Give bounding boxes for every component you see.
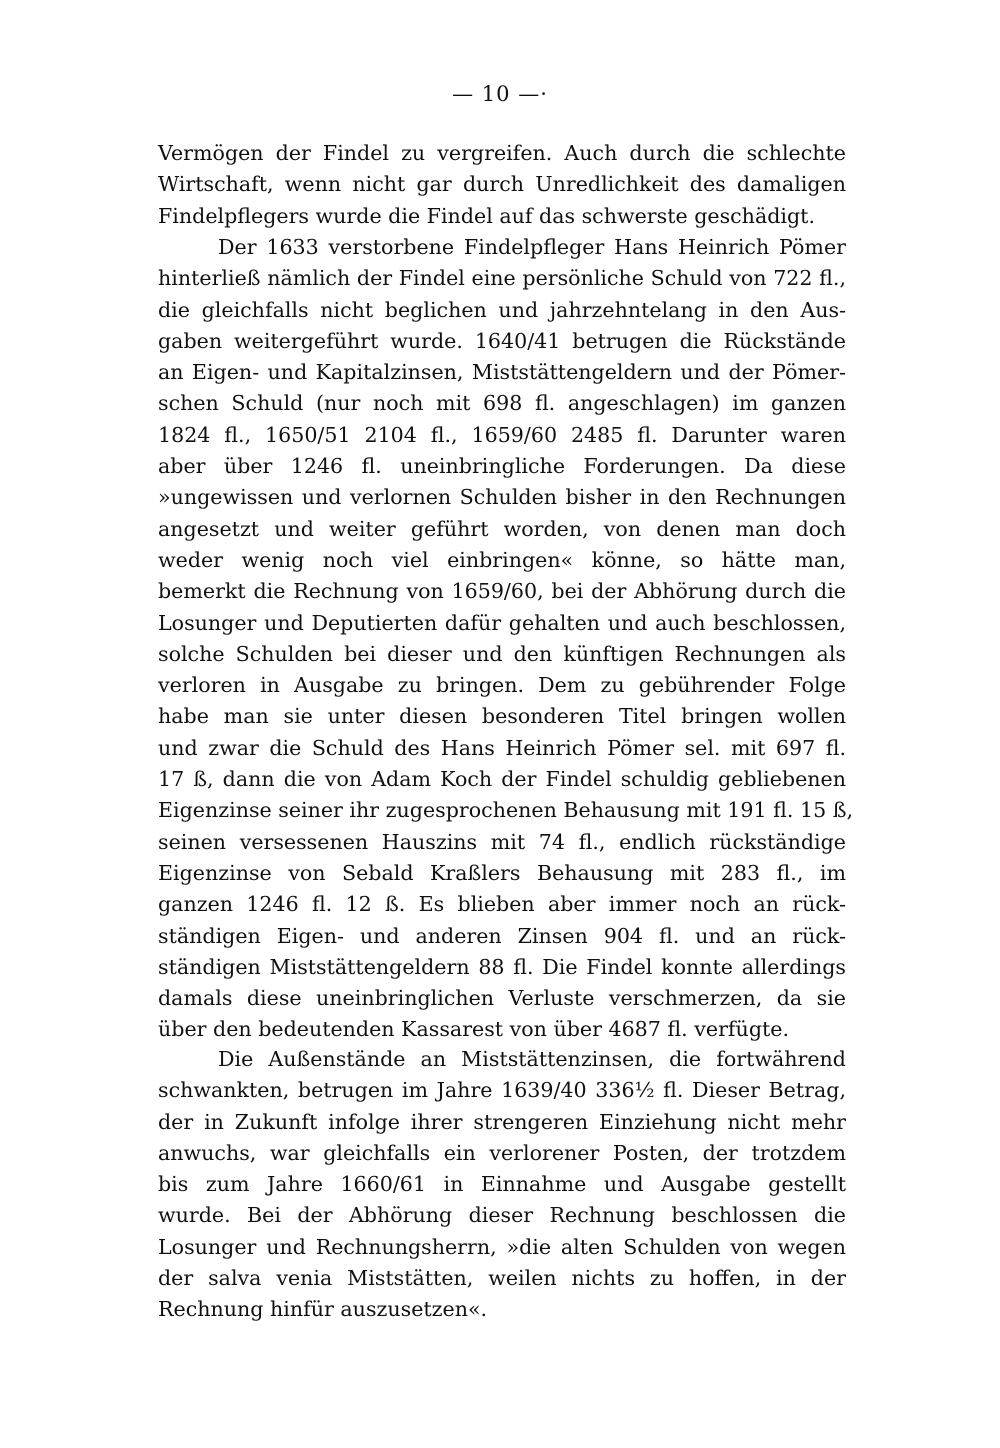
text-line: Der 1633 verstorbene Findelpfleger Hans Heinrich Pömer (218, 235, 846, 259)
text-line: und zwar die Schuld des Hans Heinrich Pömer sel. mit 697 fl. (158, 735, 846, 760)
text-line: hinterließ nämlich der Findel eine persönliche Schuld von 722 fl., (158, 266, 846, 291)
text-line: die gleichfalls nicht beglichen und jahrzehntelang in den Aus- (158, 297, 846, 322)
text-line: aber über 1246 fl. uneinbringliche Forderungen. Da diese (158, 454, 846, 479)
text-line: der in Zukunft infolge ihrer strengeren Einziehung nicht mehr (158, 1109, 846, 1134)
text-line: Vermögen der Findel zu vergreifen. Auch durch die schlechte (158, 141, 846, 165)
page-number-header: — 10 —· (452, 82, 548, 106)
text-line: Losunger und Deputierten dafür gehalten und auch beschlossen, (158, 610, 846, 635)
text-line: Eigenzinse von Sebald Kraßlers Behausung mit 283 fl., im (158, 860, 846, 885)
text-line: ständigen Miststättengeldern 88 fl. Die Findel konnte allerdings (158, 954, 846, 979)
text-line: bis zum Jahre 1660/61 in Einnahme und Ausgabe gestellt (158, 1172, 846, 1197)
text-line: schwankten, betrugen im Jahre 1639/40 336½ fl. Dieser Betrag, (158, 1078, 846, 1103)
text-line: Findelpflegers wurde die Findel auf das schwerste geschädigt. (158, 203, 815, 228)
paragraph-3 (158, 1044, 846, 1326)
text-line: an Eigen- und Kapitalzinsen, Miststättengeldern und der Pömer- (158, 360, 846, 385)
text-line: »ungewissen und verlornen Schulden bisher in den Rechnungen (158, 485, 846, 510)
text-line: 1824 fl., 1650/51 2104 fl., 1659/60 2485 fl. Darunter waren (158, 422, 846, 447)
text-line: über den bedeutenden Kassarest von über 4687 fl. verfügte. (158, 1017, 790, 1042)
text-line: 17 ß, dann die von Adam Koch der Findel schuldig gebliebenen (158, 767, 846, 792)
paragraph-2 (158, 232, 854, 1046)
text-line: angesetzt und weiter geführt worden, von denen man doch (158, 516, 846, 541)
text-line: ständigen Eigen- und anderen Zinsen 904 fl. und an rück- (158, 923, 846, 948)
text-line: Losunger und Rechnungsherrn, »die alten Schulden von wegen (158, 1234, 846, 1259)
text-line: wurde. Bei der Abhörung dieser Rechnung beschlossen die (158, 1203, 846, 1228)
text-line: Eigenzinse seiner ihr zugesprochenen Behausung mit 191 fl. 15 ß, (158, 798, 854, 823)
text-line: verloren in Ausgabe zu bringen. Dem zu gebührender Folge (158, 673, 846, 698)
paragraph-1 (158, 138, 846, 232)
text-line: anwuchs, war gleichfalls ein verlorener Posten, der trotzdem (158, 1140, 846, 1165)
text-line: Wirtschaft, wenn nicht gar durch Unredlichkeit des damaligen (158, 172, 846, 197)
text-line: ganzen 1246 fl. 12 ß. Es blieben aber immer noch an rück- (158, 892, 846, 917)
text-line: gaben weitergeführt wurde. 1640/41 betrugen die Rückstände (158, 328, 846, 353)
text-line: Die Außenstände an Miststättenzinsen, die fortwährend (218, 1047, 846, 1071)
text-line: damals diese uneinbringlichen Verluste verschmerzen, da sie (158, 986, 846, 1011)
text-line: weder wenig noch viel einbringen« könne, so hätte man, (158, 547, 846, 572)
text-line: der salva venia Miststätten, weilen nichts zu hoffen, in der (158, 1266, 846, 1291)
text-line: seinen versessenen Hauszins mit 74 fl., endlich rückständige (158, 829, 846, 854)
text-line: solche Schulden bei dieser und den künftigen Rechnungen als (158, 641, 846, 666)
text-line: bemerkt die Rechnung von 1659/60, bei der Abhörung durch die (158, 579, 846, 604)
text-line: Rechnung hinfür auszusetzen«. (158, 1297, 488, 1322)
text-line: habe man sie unter diesen besonderen Titel bringen wollen (158, 704, 846, 729)
text-line: schen Schuld (nur noch mit 698 fl. angeschlagen) im ganzen (158, 391, 846, 416)
